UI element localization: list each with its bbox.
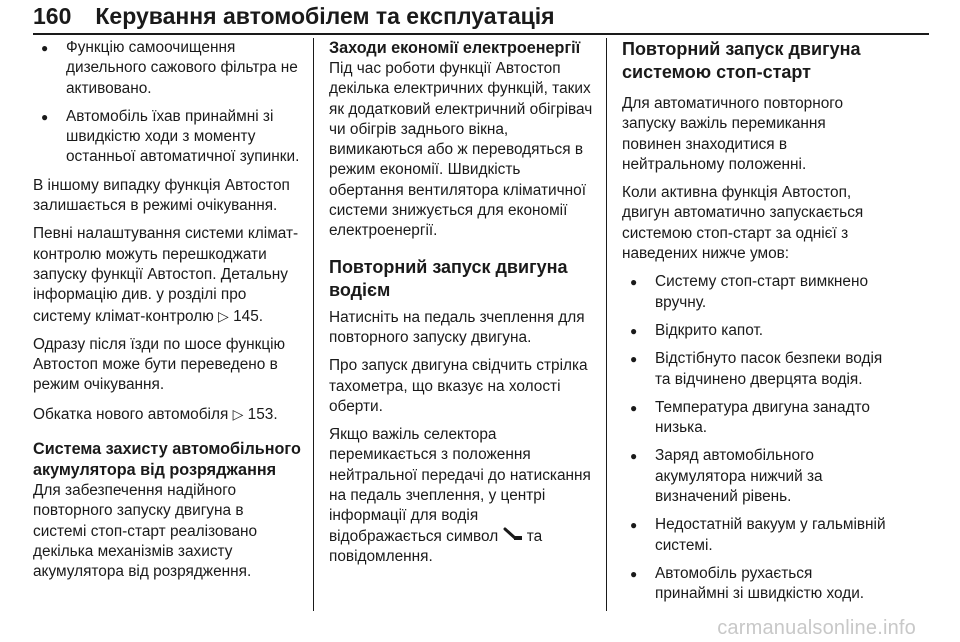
column-divider — [313, 38, 314, 611]
page-number: 160 — [33, 3, 72, 29]
page-header — [33, 3, 555, 30]
paragraph: В іншому випадку функція Автостоп залишається в режимі очікування. — [33, 176, 290, 215]
list-item: ● Автомобіль рухається принаймні зі швидкістю ходи. — [622, 564, 888, 605]
list-item: ● Відстібнуто пасок безпеки водія та відчинено дверцята водія. — [622, 349, 888, 390]
paragraph — [33, 224, 301, 326]
bullet-list — [622, 272, 888, 604]
paragraph: Про запуск двигуна свідчить стрілка тахометра, що вказує на холості оберти. — [329, 357, 588, 415]
list-item: ● Недостатній вакуум у гальмівній системі. — [622, 515, 888, 556]
paragraph-text: Певні налаштування системи клімат-контролю можуть перешкоджати запуску функції Автостоп. Детальну інформацію див. у розділі про систему клімат-контролю — [33, 225, 299, 325]
list-item: ● Відкрито капот. — [622, 321, 888, 341]
header-rule — [33, 33, 929, 35]
section-heading: Система захисту автомобільного акумулятора від розряджання — [33, 440, 301, 480]
clutch-pedal-icon — [503, 527, 523, 547]
paragraph: Для автоматичного повторного запуску важіль перемикання повинен знаходитися в нейтральному положенні. — [622, 95, 844, 173]
section-heading: Повторний запуск двигуна водієм — [329, 256, 568, 300]
column-2 — [329, 38, 593, 612]
list-item: ● Заряд автомобільного акумулятора нижчий за визначений рівень. — [622, 446, 888, 507]
paragraph: Для забезпечення надійного повторного запуску двигуна в системі стоп-старт реалізовано декілька механізмів захисту акумулятора від розрядження. — [33, 482, 258, 581]
cross-reference-icon[interactable]: ▷ — [232, 405, 244, 422]
paragraph-text: та повідомлення. — [329, 527, 543, 565]
list-item: ● Функцію самоочищення дизельного сажового фільтра не активовано. — [33, 38, 301, 99]
list-item: ● Температура двигуна занадто низька. — [622, 398, 888, 439]
paragraph: Натисніть на педаль зчеплення для повторного запуску двигуна. — [329, 308, 585, 346]
list-item: ● Автомобіль їхав принаймні зі швидкістю ходи з моменту останньої автоматичної зупинки. — [33, 107, 301, 168]
paragraph — [329, 425, 593, 567]
column-3 — [622, 38, 888, 612]
section-heading: Повторний запуск двигуна системою стоп-старт — [622, 39, 861, 82]
page-title: Керування автомобілем та експлуатація — [95, 3, 555, 29]
column-divider — [606, 38, 607, 611]
paragraph: Коли активна функція Автостоп, двигун автоматично запускається системою стоп-старт за однієї з наведених нижче умов: — [622, 184, 864, 263]
paragraph: Під час роботи функції Автостоп декілька електричних функцій, таких як додатковий електричний обігрівач чи обігрів заднього вікна, вимикаються або ж переводяться в режим економії. Швидкість обертання вентилятора кліматичної системи знижується для економії електроенергії. — [329, 60, 593, 240]
column-1 — [33, 38, 301, 612]
page-reference[interactable]: 145. — [233, 307, 264, 325]
paragraph-text: Обкатка нового автомобіля — [33, 405, 229, 423]
paragraph: Одразу після їзди по шосе функцію Автостоп може бути переведено в режим очікування. — [33, 335, 286, 394]
paragraph — [33, 404, 301, 425]
section-heading: Заходи економії електроенергії — [329, 39, 581, 57]
bullet-list — [33, 38, 301, 168]
cross-reference-icon[interactable]: ▷ — [218, 307, 229, 324]
page-reference[interactable]: 153. — [247, 405, 278, 423]
list-item: ● Систему стоп-старт вимкнено вручну. — [622, 272, 888, 313]
watermark: carmanualsonline.info — [717, 617, 916, 639]
paragraph-text: Якщо важіль селектора перемикається з положення нейтральної передачі до натискання на педаль зчеплення, у центрі інформації для водія відображається символ — [329, 426, 591, 545]
